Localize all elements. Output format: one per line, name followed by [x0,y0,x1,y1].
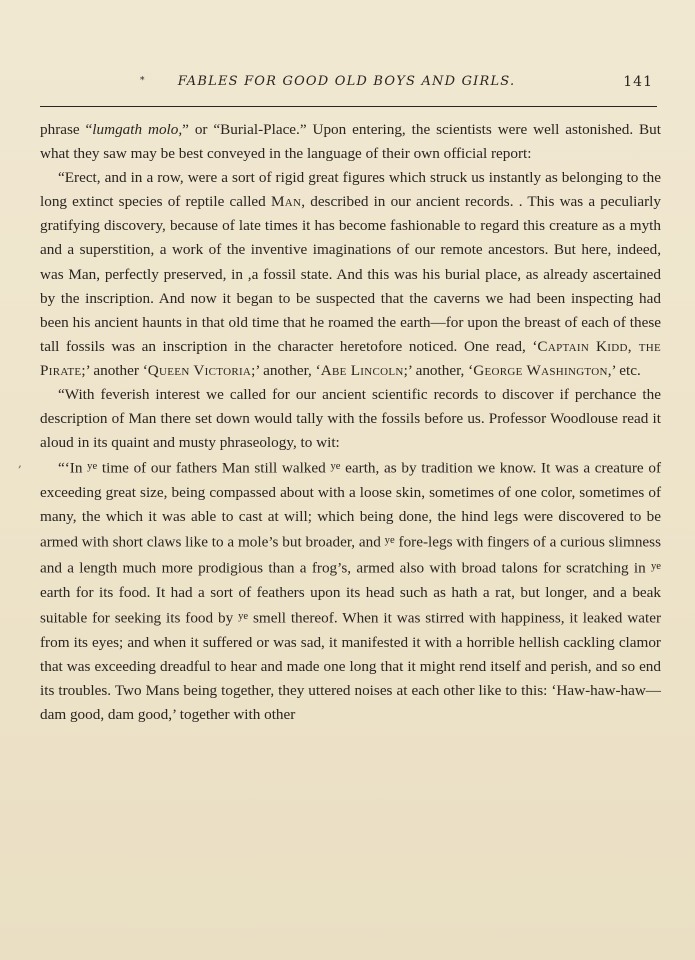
text-segment: ye [384,535,395,547]
text-segment: ,’ etc. [607,361,641,379]
text-segment: Queen Victoria [147,361,252,379]
text-segment: ;’ another ‘ [81,361,148,379]
text-segment: earth, as by tradition we know. It was a creature of exceeding great size, being compassed about with a loose skin, sometimes of one color, sometimes of many, the which it was able to cast at will; which being done, the hind legs were discovered to be armed with short claws like to a mole’s but broader, and [40,460,661,552]
margin-mark: , [18,456,22,470]
text-segment: “‘In [58,460,88,478]
paragraph-3 [40,383,661,455]
header-ornament: * [140,76,146,86]
text-segment: ;’ another, ‘ [403,361,474,379]
running-title: FABLES FOR GOOD OLD BOYS AND GIRLS. [177,74,516,89]
text-segment: Captain Kidd, the Pirate [40,337,661,379]
paragraph-1 [40,118,661,166]
text-segment: , described in our ancient records. . This was a peculiarly gratifying discovery, because of late times it has become fashionable to regard this creature as a myth and a superstition, a work of the inventive imaginations of our remote ancestors. But here, indeed, was Man, perfectly preserved, in ,a fossil state. And this was his burial place, as already ascertained by the inscription. And now it began to be suspected that the caverns we had been inspecting had been his ancient haunts in that old time that he roamed the earth—for upon the breast of each of these tall fossils was an inscription in the character heretofore noticed. One read, ‘ [40,193,661,355]
body-text [40,118,661,727]
paragraph-2 [40,166,661,383]
text-segment: ye [87,461,98,473]
paragraph-4 [40,455,661,727]
text-segment: ;’ another, ‘ [251,361,321,379]
text-segment: ye [330,461,341,473]
text-segment: Man [270,193,302,211]
text-segment: ” or “Burial-Place.” Upon entering, the scientists were well astonished. But what they saw may be best conveyed in the language of their own official report: [40,121,661,163]
text-segment: ye [650,561,661,573]
text-segment: George Washington [473,361,608,379]
header-rule [40,106,657,107]
text-segment: time of our fathers Man still walked [97,460,331,478]
running-header [40,74,653,98]
text-segment: “With feverish interest we called for our ancient scientific records to discover if perchance the description of Man there set down would tally with the fossils before us. Professor Woodlouse read it aloud in its quaint and musty phraseology, to wit: [40,386,661,452]
text-segment: “Erect, and in a row, were a sort of rigid great figures which struck us instantly as belonging to the long extinct species of reptile called [40,169,661,211]
text-segment: phrase “ [40,121,93,138]
text-segment: fore-legs with fingers of a curious slimness and a length much more prodigious than a frog’s, armed also with broad talons for scratching in [40,534,661,577]
text-segment: lumgath molo, [92,121,183,138]
text-segment: Abe Lincoln [320,361,404,379]
page-number: 141 [623,74,653,90]
text-segment: smell thereof. When it was stirred with happiness, it leaked water from its eyes; and when it suffered or was sad, it manifested it with a horrible hellish cackling clamor that was exceeding dreadful to hear and made one long that it might rend itself and perish, and so end its troubles. Two Mans being together, they uttered noises at each other like to this: ‘Haw-haw-haw—dam good, dam good,’ together with other [40,609,662,724]
text-segment: earth for its food. It had a sort of feathers upon its head such as hath a rat, but longer, and a beak suitable for seeking its food by [40,583,661,627]
text-segment: ye [238,611,249,623]
